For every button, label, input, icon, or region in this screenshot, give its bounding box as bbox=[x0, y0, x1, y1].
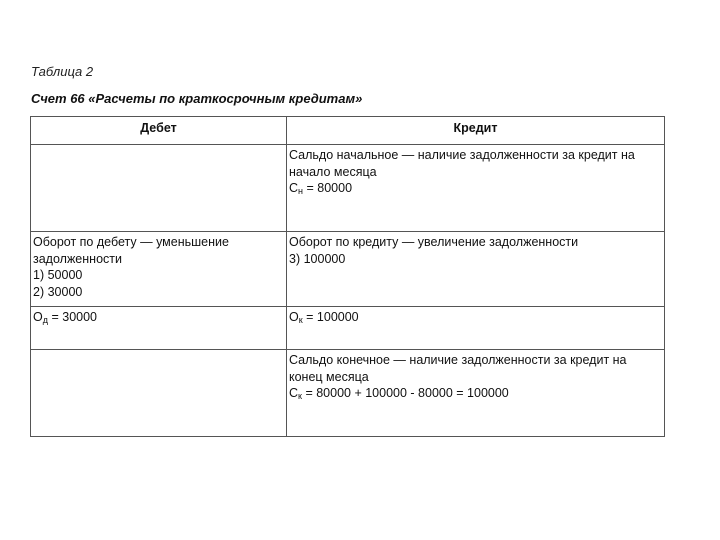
credit-total-subscript: к bbox=[298, 315, 303, 325]
formula-letter: С bbox=[289, 181, 299, 195]
debit-turnover-text: Оборот по дебету — уменьшение задолженности bbox=[33, 235, 229, 266]
totals-row bbox=[31, 307, 665, 350]
table-caption: Таблица 2 bbox=[31, 64, 94, 79]
totals-credit-cell bbox=[287, 307, 665, 350]
opening-debit-cell bbox=[31, 145, 287, 232]
formula-value: = 80000 + 100000 - 80000 = 100000 bbox=[301, 386, 509, 400]
opening-balance-row bbox=[31, 145, 665, 232]
credit-total-letter: О bbox=[289, 310, 299, 324]
formula-value: = 80000 bbox=[303, 181, 353, 195]
closing-balance-formula bbox=[289, 385, 662, 405]
debit-total-subscript: д bbox=[42, 315, 48, 325]
debit-header: Дебет bbox=[31, 117, 287, 145]
header-row bbox=[31, 117, 665, 145]
formula-subscript: н bbox=[298, 186, 304, 196]
credit-item: 3) 100000 bbox=[289, 251, 346, 266]
account-title: Счет 66 «Расчеты по краткосрочным кредитам» bbox=[31, 91, 363, 106]
debit-item: 2) 30000 bbox=[33, 284, 83, 299]
credit-total-value: = 100000 bbox=[302, 310, 359, 324]
totals-debit-cell bbox=[31, 307, 287, 350]
opening-credit-cell bbox=[287, 145, 665, 232]
credit-turnover-text: Оборот по кредиту — увеличение задолженности bbox=[289, 235, 579, 249]
formula-letter: С bbox=[289, 386, 299, 400]
debit-item: 1) 50000 bbox=[33, 268, 83, 282]
credit-header: Кредит bbox=[287, 117, 665, 145]
closing-balance-row bbox=[31, 350, 665, 437]
formula-subscript: к bbox=[298, 391, 302, 401]
debit-total-letter: О bbox=[33, 310, 43, 324]
turnover-row bbox=[31, 232, 665, 307]
turnover-credit-cell bbox=[287, 232, 665, 307]
closing-balance-text: Сальдо конечное — наличие задолженности за кредит на конец месяца bbox=[289, 353, 627, 384]
closing-credit-cell bbox=[287, 350, 665, 437]
closing-debit-cell bbox=[31, 350, 287, 437]
opening-balance-formula bbox=[289, 180, 662, 200]
ledger-table bbox=[30, 116, 665, 437]
turnover-debit-cell bbox=[31, 232, 287, 307]
opening-balance-text: Сальдо начальное — наличие задолженности за кредит на начало месяца bbox=[289, 148, 635, 179]
debit-total-value: = 30000 bbox=[48, 310, 98, 324]
